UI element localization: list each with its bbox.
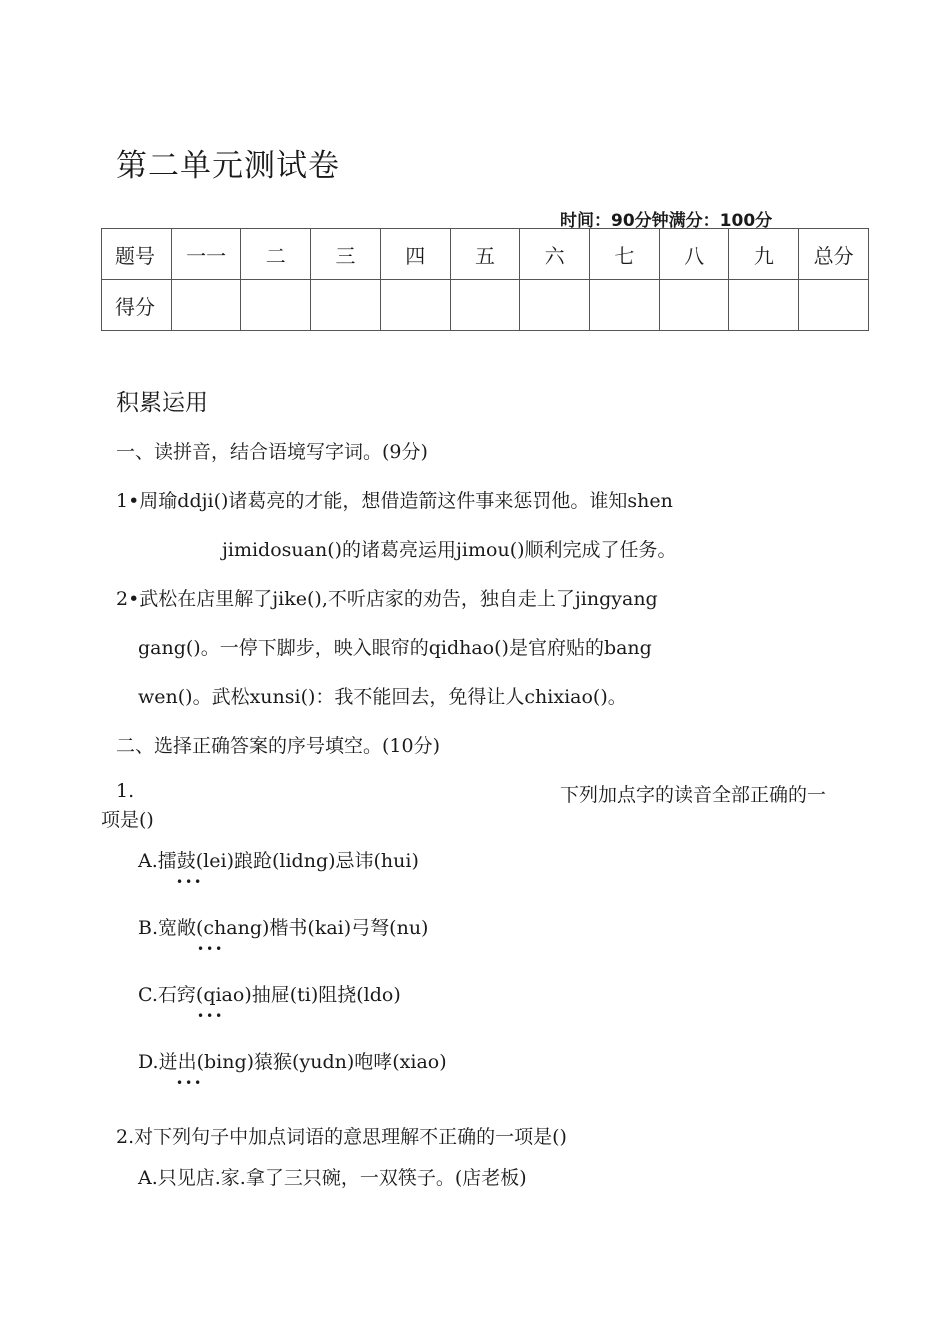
section-title: 积累运用 xyxy=(116,390,208,416)
question-1-item-1-line-2: jimidosuan()的诸葛亮运用jimou()顺利完成了任务。 xyxy=(222,539,677,561)
header-cell: 八 xyxy=(659,229,729,280)
question-1-heading: 一、读拼音，结合语境写字词。(9分) xyxy=(116,441,428,463)
question-2-item-1-text-cont: 项是() xyxy=(101,809,154,831)
emphasis-dots: ••• xyxy=(197,942,225,956)
question-2-item-2-option-a: A.只见店.家.拿了三只碗，一双筷子。(店老板) xyxy=(138,1167,527,1189)
page-title: 第二单元测试卷 xyxy=(116,148,340,184)
option-b: B.宽敞(chang)楷书(kai)弓弩(nu) xyxy=(138,917,429,939)
score-cell[interactable] xyxy=(659,280,729,331)
header-cell: 九 xyxy=(729,229,799,280)
score-table-header-row xyxy=(102,229,869,280)
header-cell: 一一 xyxy=(171,229,241,280)
header-cell: 四 xyxy=(380,229,450,280)
question-2-item-1-number: 1. xyxy=(116,780,135,802)
score-cell[interactable] xyxy=(450,280,520,331)
emphasis-dots: ••• xyxy=(176,875,204,889)
header-cell: 二 xyxy=(241,229,311,280)
question-2-item-1-text: 下列加点字的读音全部正确的一 xyxy=(560,784,827,806)
score-table-score-row xyxy=(102,280,869,331)
question-1-item-1-line-1: 1•周瑜ddji()诸葛亮的才能，想借造箭这件事来惩罚他。谁知shen xyxy=(116,490,673,512)
time-info: 时间：90分钟满分：100分 xyxy=(560,211,773,231)
score-table xyxy=(101,228,869,331)
score-cell[interactable] xyxy=(590,280,660,331)
score-cell[interactable] xyxy=(311,280,381,331)
emphasis-dots: ••• xyxy=(176,1076,204,1090)
row-label: 得分 xyxy=(102,280,172,331)
score-cell[interactable] xyxy=(380,280,450,331)
option-c: C.石窍(qiao)抽屉(ti)阻挠(ldo) xyxy=(138,984,401,1006)
option-d: D.迸出(bing)猿猴(yudn)咆哮(xiao) xyxy=(138,1051,447,1073)
header-cell: 三 xyxy=(311,229,381,280)
score-cell[interactable] xyxy=(520,280,590,331)
question-1-item-2-line-3: wen()。武松xunsi()：我不能回去，免得让人chixiao()。 xyxy=(138,686,627,708)
header-cell: 总分 xyxy=(799,229,869,280)
question-2-item-2: 2.对下列句子中加点词语的意思理解不正确的一项是() xyxy=(116,1126,567,1148)
header-cell: 六 xyxy=(520,229,590,280)
score-cell[interactable] xyxy=(241,280,311,331)
option-a: A.擂鼓(lei)踉跄(lidng)忌讳(hui) xyxy=(138,850,419,872)
score-cell[interactable] xyxy=(799,280,869,331)
header-cell: 题号 xyxy=(102,229,172,280)
question-1-item-2-line-1: 2•武松在店里解了jike(),不听店家的劝告，独自走上了jingyang xyxy=(116,588,658,610)
emphasis-dots: ••• xyxy=(197,1009,225,1023)
question-1-item-2-line-2: gang()。一停下脚步，映入眼帘的qidhao()是官府贴的bang xyxy=(138,637,652,659)
header-cell: 五 xyxy=(450,229,520,280)
score-cell[interactable] xyxy=(171,280,241,331)
header-cell: 七 xyxy=(590,229,660,280)
question-2-heading: 二、选择正确答案的序号填空。(10分) xyxy=(116,735,441,757)
score-cell[interactable] xyxy=(729,280,799,331)
